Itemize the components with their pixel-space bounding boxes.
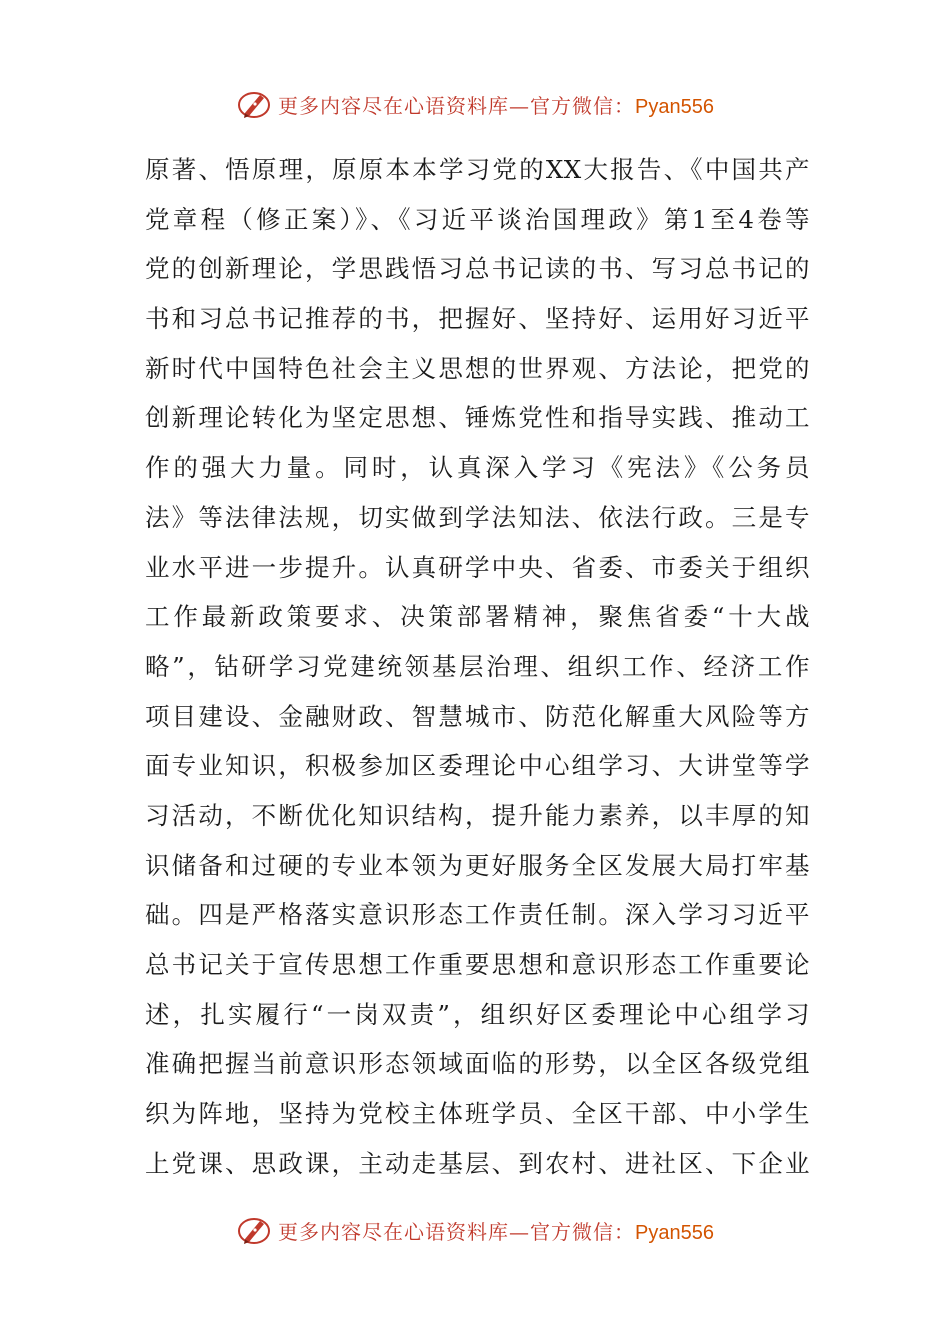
text-line: 工作最新政策要求、决策部署精神，聚焦省委“十大战 xyxy=(145,602,810,632)
text-line: 原著、悟原理，原原本本学习党的XX大报告、《中国共产 xyxy=(145,155,810,184)
text-line: 述，扎实履行“一岗双责”，组织好区委理论中心组学习 xyxy=(145,999,810,1029)
text-line: 业水平进一步提升。认真研学中央、省委、市委关于组织 xyxy=(145,552,810,582)
pen-nib-icon xyxy=(236,86,272,122)
text-line: 习活动，不断优化知识结构，提升能力素养，以丰厚的知 xyxy=(145,800,810,830)
text-line: 略”，钻研学习党建统领基层治理、组织工作、经济工作 xyxy=(145,651,810,681)
text-line: 总书记关于宣传思想工作重要思想和意识形态工作重要论 xyxy=(145,950,810,979)
text-line: 创新理论转化为坚定思想、锤炼党性和指导实践、推动工 xyxy=(145,403,810,433)
watermark-id: Pyan556 xyxy=(635,1221,714,1244)
text-line: 党的创新理论，学思践悟习总书记读的书、写习总书记的 xyxy=(145,254,810,284)
text-line: 项目建设、金融财政、智慧城市、防范化解重大风险等方 xyxy=(145,701,810,731)
header-watermark xyxy=(0,84,950,124)
text-line: 法》等法律法规，切实做到学法知法、依法行政。三是专 xyxy=(145,502,810,532)
document-body xyxy=(145,145,810,1188)
watermark-text: 更多内容尽在心语资料库—官方微信：Pyan556 xyxy=(278,1219,714,1244)
text-line: 书和习总书记推荐的书，把握好、坚持好、运用好习近平 xyxy=(145,304,810,334)
text-line: 面专业知识，积极参加区委理论中心组学习、大讲堂等学 xyxy=(145,751,810,781)
text-line: 础。四是严格落实意识形态工作责任制。深入学习习近平 xyxy=(145,900,810,930)
watermark-text: 更多内容尽在心语资料库—官方微信：Pyan556 xyxy=(278,93,714,118)
pen-nib-icon xyxy=(236,1212,272,1248)
text-line: 织为阵地，坚持为党校主体班学员、全区干部、中小学生 xyxy=(145,1099,810,1129)
text-line: 识储备和过硬的专业本领为更好服务全区发展大局打牢基 xyxy=(145,850,810,880)
text-line: 党章程（修正案）》、《习近平谈治国理政》第1至4卷等 xyxy=(145,204,810,234)
text-line: 准确把握当前意识形态领域面临的形势，以全区各级党组 xyxy=(145,1049,810,1079)
watermark-id: Pyan556 xyxy=(635,95,714,118)
text-line: 上党课、思政课，主动走基层、到农村、进社区、下企业 xyxy=(145,1148,810,1178)
text-line: 新时代中国特色社会主义思想的世界观、方法论，把党的 xyxy=(145,353,810,383)
text-line: 作的强大力量。同时，认真深入学习《宪法》《公务员 xyxy=(145,453,810,483)
footer-watermark xyxy=(0,1210,950,1250)
